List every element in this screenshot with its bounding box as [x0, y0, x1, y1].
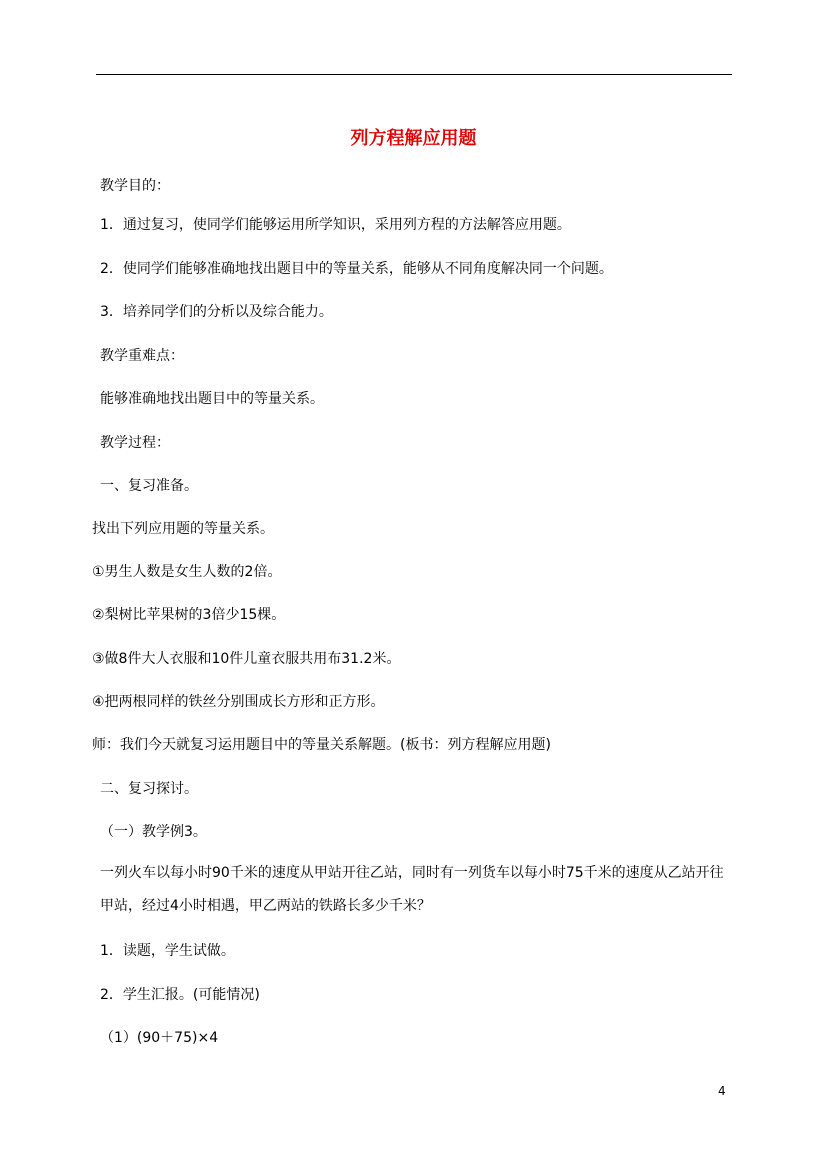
step-2: 2．学生汇报。(可能情况): [100, 987, 260, 1003]
teacher-remark: 师：我们今天就复习运用题目中的等量关系解题。(板书：列方程解应用题): [92, 737, 551, 753]
objective-item-2: 2．使同学们能够准确地找出题目中的等量关系，能够从不同角度解决同一个问题。: [100, 261, 613, 277]
exercise-item-3: ③做8件大人衣服和10件儿童衣服共用布31.2米。: [92, 651, 401, 667]
exercise-instruction: 找出下列应用题的等量关系。: [92, 521, 274, 537]
objective-item-1: 1．通过复习，使同学们能够运用所学知识，采用列方程的方法解答应用题。: [100, 217, 571, 233]
part-two-heading: 二、复习探讨。: [100, 781, 198, 797]
section-heading-process: 教学过程：: [100, 435, 170, 451]
example-heading: （一）教学例3。: [100, 824, 207, 840]
example-problem-text: 一列火车以每小时90千米的速度从甲站开往乙站，同时有一列货车以每小时75千米的速度从乙站开往甲站，经过4小时相遇，甲乙两站的铁路长多少千米？: [100, 865, 724, 914]
key-point-text: 能够准确地找出题目中的等量关系。: [100, 391, 324, 407]
objective-item-3: 3．培养同学们的分析以及综合能力。: [100, 304, 333, 320]
part-one-heading: 一、复习准备。: [100, 478, 198, 494]
step-1: 1．读题，学生试做。: [100, 943, 235, 959]
exercise-item-4: ④把两根同样的铁丝分别围成长方形和正方形。: [92, 694, 385, 710]
section-heading-key-points: 教学重难点：: [100, 348, 184, 364]
solution-1: （1）(90＋75)×4: [100, 1030, 219, 1046]
header-rule: [96, 74, 732, 75]
section-heading-objectives: 教学目的：: [100, 178, 170, 194]
document-title: 列方程解应用题: [350, 128, 477, 149]
exercise-item-2: ②梨树比苹果树的3倍少15棵。: [92, 607, 286, 623]
exercise-item-1: ①男生人数是女生人数的2倍。: [92, 564, 282, 580]
page-number: 4: [718, 1084, 726, 1098]
